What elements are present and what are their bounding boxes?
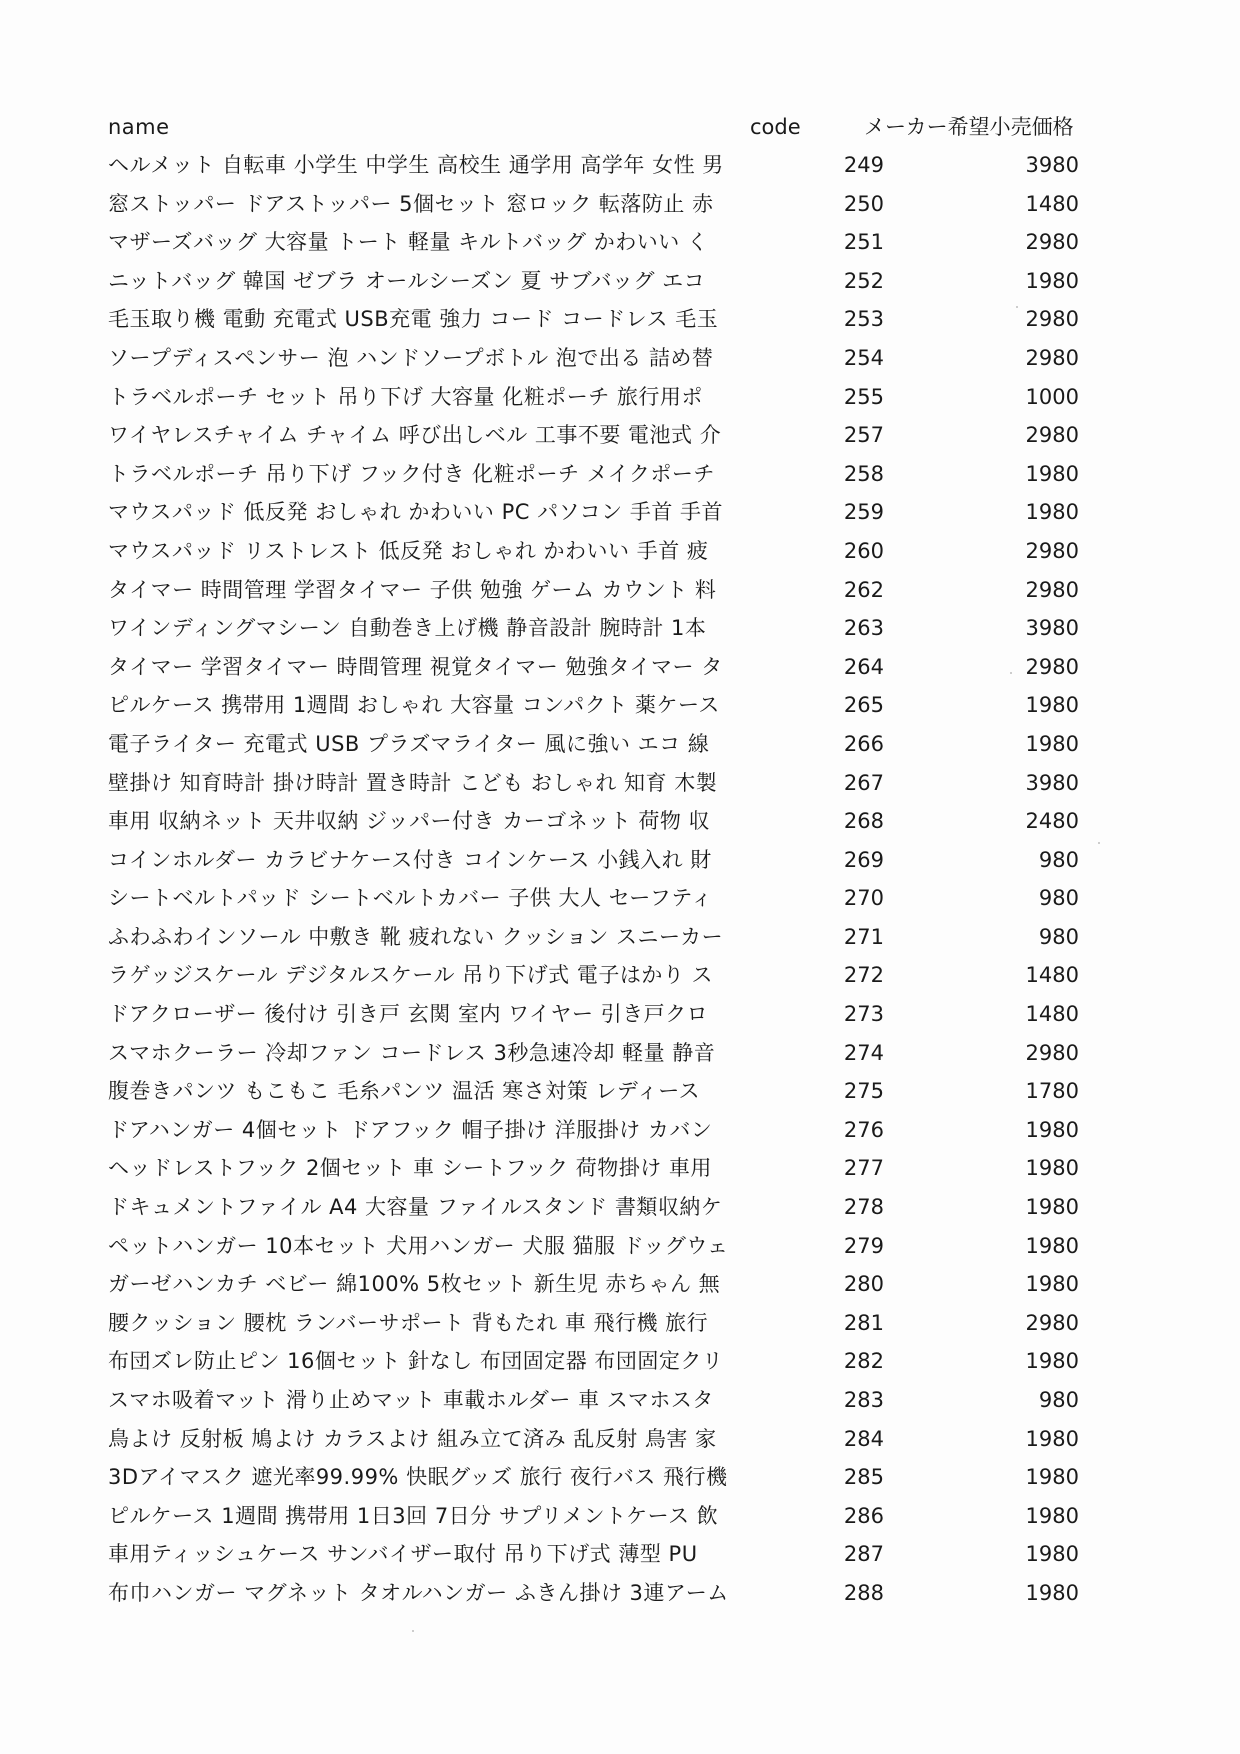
product-price-cell: 2480 [1025, 809, 1079, 834]
table-row [108, 1188, 1108, 1227]
product-price-cell: 2980 [1025, 577, 1079, 602]
product-price-cell: 980 [1038, 886, 1079, 911]
table-row [108, 455, 1108, 494]
table-row [108, 995, 1108, 1034]
product-code-cell: 270 [843, 886, 884, 911]
product-name-cell: ソープディスペンサー 泡 ハンドソープボトル 泡で出る 詰め替 [108, 345, 714, 370]
product-name-cell: ドアクローザー 後付け 引き戸 玄関 室内 ワイヤー 引き戸クロ [108, 1002, 709, 1027]
product-price-cell: 1980 [1025, 1195, 1079, 1220]
product-name-cell: 腹巻きパンツ もこもこ 毛糸パンツ 温活 寒さ対策 レディース [108, 1079, 701, 1104]
table-row [108, 493, 1108, 532]
product-price-cell: 1480 [1025, 963, 1079, 988]
product-name-cell: 3Dアイマスク 遮光率99.99% 快眠グッズ 旅行 夜行バス 飛行機 [108, 1465, 728, 1490]
product-code-cell: 279 [843, 1233, 884, 1258]
product-price-cell: 2980 [1025, 1040, 1079, 1065]
product-code-cell: 272 [843, 963, 884, 988]
table-row [108, 1342, 1108, 1381]
table-row [108, 1304, 1108, 1343]
product-name-cell: ニットバッグ 韓国 ゼブラ オールシーズン 夏 サブバッグ エコ [108, 268, 706, 293]
product-price-cell: 1480 [1025, 1002, 1079, 1027]
product-name-cell: マウスパッド リストレスト 低反発 おしゃれ かわいい 手首 疲 [108, 538, 709, 563]
table-row [108, 1535, 1108, 1574]
product-name-cell: コインホルダー カラビナケース付き コインケース 小銭入れ 財 [108, 847, 712, 872]
table-row [108, 1034, 1108, 1073]
header-name: name [108, 115, 170, 139]
product-name-cell: 鳥よけ 反射板 鳩よけ カラスよけ 組み立て済み 乱反射 鳥害 家 [108, 1426, 717, 1451]
product-code-cell: 255 [843, 384, 884, 409]
product-code-cell: 263 [843, 616, 884, 641]
product-name-cell: 車用 収納ネット 天井収納 ジッパー付き カーゴネット 荷物 収 [108, 809, 711, 834]
product-name-cell: 布団ズレ防止ピン 16個セット 針なし 布団固定器 布団固定クリ [108, 1349, 724, 1374]
table-row [108, 416, 1108, 455]
product-code-cell: 288 [843, 1580, 884, 1605]
product-code-cell: 285 [843, 1465, 884, 1490]
table-row [108, 918, 1108, 957]
product-price-cell: 1980 [1025, 500, 1079, 525]
product-name-cell: ペットハンガー 10本セット 犬用ハンガー 犬服 猫服 ドッグウェ [108, 1233, 729, 1258]
product-name-cell: ヘルメット 自転車 小学生 中学生 高校生 通学用 高学年 女性 男 [108, 153, 724, 177]
product-table [108, 108, 1108, 1613]
product-code-cell: 269 [843, 847, 884, 872]
product-code-cell: 262 [843, 577, 884, 602]
product-code-cell: 284 [843, 1426, 884, 1451]
product-code-cell: 259 [843, 500, 884, 525]
product-price-cell: 1980 [1025, 1349, 1079, 1374]
product-name-cell: ピルケース 1週間 携帯用 1日3回 7日分 サプリメントケース 飲 [108, 1503, 719, 1528]
product-code-cell: 254 [843, 345, 884, 370]
product-price-cell: 2980 [1025, 230, 1079, 255]
product-code-cell: 280 [843, 1272, 884, 1297]
scan-speck [1010, 672, 1012, 674]
product-name-cell: トラベルポーチ セット 吊り下げ 大容量 化粧ポーチ 旅行用ポ [108, 384, 703, 409]
scan-speck [412, 1630, 414, 1632]
table-row [108, 571, 1108, 610]
product-price-cell: 3980 [1025, 153, 1079, 177]
product-code-cell: 249 [843, 153, 884, 177]
product-name-cell: マウスパッド 低反発 おしゃれ かわいい PC パソコン 手首 手首 [108, 500, 724, 525]
table-row [108, 146, 1108, 185]
table-row [108, 764, 1108, 803]
product-price-cell: 1980 [1025, 731, 1079, 756]
product-name-cell: スマホクーラー 冷却ファン コードレス 3秒急速冷却 軽量 静音 [108, 1040, 716, 1065]
table-row [108, 1497, 1108, 1536]
table-row [108, 1458, 1108, 1497]
product-name-cell: ヘッドレストフック 2個セット 車 シートフック 荷物掛け 車用 [108, 1156, 712, 1181]
product-name-cell: マザーズバッグ 大容量 トート 軽量 キルトバッグ かわいい く [108, 230, 709, 255]
product-code-cell: 264 [843, 654, 884, 679]
table-row [108, 185, 1108, 224]
product-name-cell: 窓ストッパー ドアストッパー 5個セット 窓ロック 転落防止 赤 [108, 191, 714, 216]
table-row [108, 725, 1108, 764]
product-price-cell: 2980 [1025, 538, 1079, 563]
product-price-cell: 1000 [1025, 384, 1079, 409]
product-price-cell: 2980 [1025, 345, 1079, 370]
table-row [108, 1265, 1108, 1304]
product-code-cell: 257 [843, 423, 884, 448]
product-code-cell: 265 [843, 693, 884, 718]
product-name-cell: 布巾ハンガー マグネット タオルハンガー ふきん掛け 3連アーム [108, 1580, 729, 1605]
product-code-cell: 282 [843, 1349, 884, 1374]
table-row [108, 841, 1108, 880]
product-code-cell: 281 [843, 1310, 884, 1335]
product-price-cell: 1980 [1025, 1542, 1079, 1567]
product-price-cell: 1980 [1025, 1117, 1079, 1142]
product-price-cell: 3980 [1025, 616, 1079, 641]
scan-speck [1098, 842, 1100, 844]
product-price-cell: 1980 [1025, 1272, 1079, 1297]
product-code-cell: 258 [843, 461, 884, 486]
table-row [108, 532, 1108, 571]
table-row [108, 1381, 1108, 1420]
scan-speck [1016, 306, 1018, 308]
product-name-cell: ラゲッジスケール デジタルスケール 吊り下げ式 電子はかり ス [108, 963, 713, 988]
product-name-cell: タイマー 時間管理 学習タイマー 子供 勉強 ゲーム カウント 料 [108, 577, 717, 602]
product-price-cell: 2980 [1025, 654, 1079, 679]
product-price-cell: 980 [1038, 847, 1079, 872]
product-name-cell: 毛玉取り機 電動 充電式 USB充電 強力 コード コードレス 毛玉 [108, 307, 719, 332]
table-row [108, 1420, 1108, 1459]
table-header-row [108, 108, 1108, 146]
product-code-cell: 286 [843, 1503, 884, 1528]
product-name-cell: 壁掛け 知育時計 掛け時計 置き時計 こども おしゃれ 知育 木製 [108, 770, 718, 795]
product-code-cell: 273 [843, 1002, 884, 1027]
product-code-cell: 252 [843, 268, 884, 293]
header-code: code [750, 115, 801, 139]
product-name-cell: ガーゼハンカチ ベビー 綿100% 5枚セット 新生児 赤ちゃん 無 [108, 1272, 721, 1297]
table-row [108, 223, 1108, 262]
header-price: メーカー希望小売価格 [864, 115, 1074, 139]
table-row [108, 1227, 1108, 1266]
product-name-cell: 電子ライター 充電式 USB プラズマライター 風に強い エコ 線 [108, 731, 710, 756]
product-code-cell: 250 [843, 191, 884, 216]
table-row [108, 300, 1108, 339]
product-name-cell: タイマー 学習タイマー 時間管理 視覚タイマー 勉強タイマー タ [108, 654, 723, 679]
table-row [108, 1574, 1108, 1613]
product-code-cell: 287 [843, 1542, 884, 1567]
product-name-cell: 車用ティッシュケース サンバイザー取付 吊り下げ式 薄型 PU [108, 1542, 698, 1567]
product-price-cell: 2980 [1025, 307, 1079, 332]
product-price-cell: 1980 [1025, 1156, 1079, 1181]
table-row [108, 1072, 1108, 1111]
product-name-cell: ピルケース 携帯用 1週間 おしゃれ 大容量 コンパクト 薬ケース [108, 693, 720, 718]
product-code-cell: 276 [843, 1117, 884, 1142]
table-row [108, 802, 1108, 841]
product-code-cell: 267 [843, 770, 884, 795]
table-row [108, 879, 1108, 918]
product-price-cell: 1980 [1025, 1580, 1079, 1605]
product-price-cell: 1480 [1025, 191, 1079, 216]
product-price-cell: 1780 [1025, 1079, 1079, 1104]
product-code-cell: 268 [843, 809, 884, 834]
product-price-cell: 3980 [1025, 770, 1079, 795]
product-code-cell: 253 [843, 307, 884, 332]
product-price-cell: 1980 [1025, 461, 1079, 486]
product-name-cell: ワイヤレスチャイム チャイム 呼び出しベル 工事不要 電池式 介 [108, 423, 722, 448]
product-price-cell: 2980 [1025, 1310, 1079, 1335]
product-name-cell: 腰クッション 腰枕 ランバーサポート 背もたれ 車 飛行機 旅行 [108, 1310, 709, 1335]
product-name-cell: トラベルポーチ 吊り下げ フック付き 化粧ポーチ メイクポーチ [108, 461, 715, 486]
product-name-cell: スマホ吸着マット 滑り止めマット 車載ホルダー 車 スマホスタ [108, 1388, 714, 1412]
product-code-cell: 283 [843, 1388, 884, 1412]
product-name-cell: シートベルトパッド シートベルトカバー 子供 大人 セーフティ [108, 886, 713, 911]
product-price-cell: 980 [1038, 924, 1079, 949]
product-code-cell: 271 [843, 924, 884, 949]
product-name-cell: ふわふわインソール 中敷き 靴 疲れない クッション スニーカー [108, 924, 724, 949]
product-price-cell: 2980 [1025, 423, 1079, 448]
product-name-cell: ドアハンガー 4個セット ドアフック 帽子掛け 洋服掛け カバン [108, 1117, 713, 1142]
product-code-cell: 260 [843, 538, 884, 563]
table-row [108, 378, 1108, 417]
product-code-cell: 275 [843, 1079, 884, 1104]
table-row [108, 686, 1108, 725]
product-code-cell: 274 [843, 1040, 884, 1065]
product-code-cell: 251 [843, 230, 884, 255]
product-name-cell: ワインディングマシーン 自動巻き上げ機 静音設計 腕時計 1本 [108, 616, 707, 641]
product-price-cell: 1980 [1025, 693, 1079, 718]
table-row [108, 1149, 1108, 1188]
product-code-cell: 278 [843, 1195, 884, 1220]
product-price-cell: 1980 [1025, 1465, 1079, 1490]
table-row [108, 609, 1108, 648]
table-row [108, 956, 1108, 995]
product-price-cell: 1980 [1025, 268, 1079, 293]
product-price-cell: 1980 [1025, 1233, 1079, 1258]
product-code-cell: 266 [843, 731, 884, 756]
table-row [108, 262, 1108, 301]
table-row [108, 1111, 1108, 1150]
product-code-cell: 277 [843, 1156, 884, 1181]
product-name-cell: ドキュメントファイル A4 大容量 ファイルスタンド 書類収納ケ [108, 1195, 723, 1220]
table-body [108, 146, 1108, 1613]
product-price-cell: 980 [1038, 1388, 1079, 1412]
table-row [108, 648, 1108, 687]
product-price-cell: 1980 [1025, 1503, 1079, 1528]
table-row [108, 339, 1108, 378]
product-price-cell: 1980 [1025, 1426, 1079, 1451]
